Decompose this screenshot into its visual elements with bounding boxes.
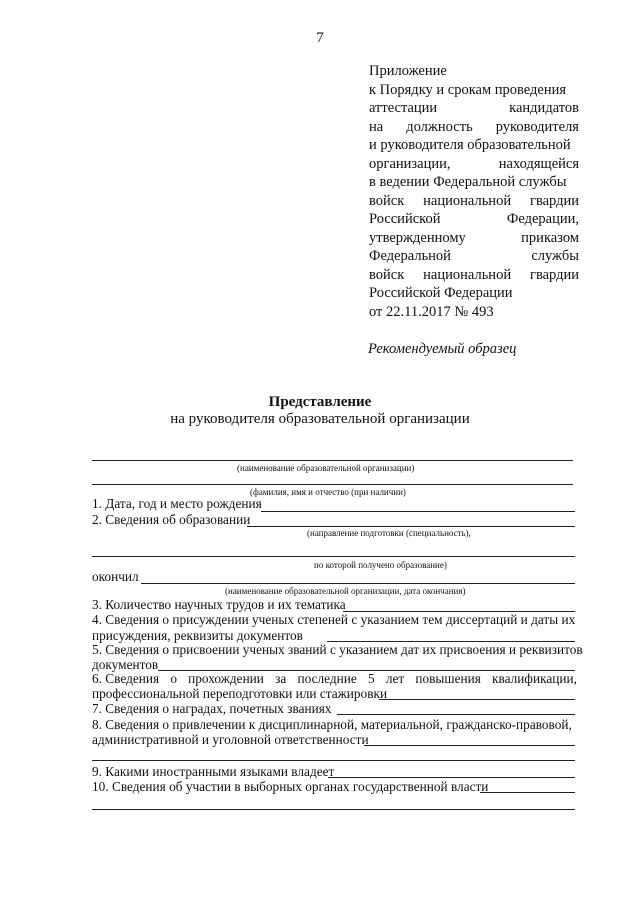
full-name-caption: (фамилия, имя и отчество (при наличии) xyxy=(250,487,406,497)
field-training-word: 5 xyxy=(367,671,375,686)
field-training-word: за xyxy=(275,671,287,686)
appendix-word: национальной xyxy=(423,266,512,283)
field-elected-label: 10. Сведения об участии в выборных органах государственной власти xyxy=(92,779,489,794)
org-name-line[interactable] xyxy=(92,460,573,461)
training-direction-caption: (направление подготовки (специальность), xyxy=(307,528,471,538)
field-education-label: 2. Сведения об образовании xyxy=(92,512,251,527)
appendix-word: должность xyxy=(406,118,473,135)
appendix-word: приказом xyxy=(521,229,579,246)
field-languages-line[interactable] xyxy=(328,777,575,778)
blank-line-final[interactable] xyxy=(92,809,575,810)
recommended-sample-note: Рекомендуемый образец xyxy=(368,341,517,357)
appendix-word: войск xyxy=(369,192,405,209)
field-liability-label-2: административной и уголовной ответственности xyxy=(92,732,369,747)
field-awards-label: 7. Сведения о наградах, почетных званиях xyxy=(92,701,332,716)
appendix-word: гвардии xyxy=(530,266,579,283)
appendix-word: аттестации xyxy=(369,100,438,116)
graduated-label: окончил xyxy=(92,569,139,584)
appendix-word: находящейся xyxy=(498,155,579,172)
appendix-word: гвардии xyxy=(530,192,579,209)
field-training-word: 6. Сведения xyxy=(92,671,160,686)
appendix-line: Приложение xyxy=(369,63,447,79)
field-training-word: последние xyxy=(297,671,357,686)
field-degrees-label-2: присуждения, реквизиты документов xyxy=(92,628,303,643)
appendix-line xyxy=(369,266,579,285)
appendix-block xyxy=(369,62,579,321)
field-liability-label: 8. Сведения о привлечении к дисциплинарной, материальной, гражданско-правовой, xyxy=(92,717,572,732)
field-training-label xyxy=(92,671,577,687)
org-name-caption: (наименование образовательной организации) xyxy=(237,463,415,473)
graduated-line[interactable] xyxy=(141,583,575,584)
appendix-word: службы xyxy=(531,248,579,264)
page-number: 7 xyxy=(316,30,324,46)
appendix-line xyxy=(369,210,579,229)
appendix-word: Федеральной xyxy=(369,248,451,264)
appendix-word: Федерации, xyxy=(506,211,579,227)
field-languages-label: 9. Какими иностранными языками владеет xyxy=(92,764,335,779)
appendix-word: Российской xyxy=(369,211,441,227)
field-training-word: прохождении xyxy=(188,671,264,686)
document-title: Представление xyxy=(268,394,372,410)
appendix-line: от 22.11.2017 № 493 xyxy=(369,303,494,320)
field-liability-line[interactable] xyxy=(364,745,575,746)
field-titles-label: 5. Сведения о присвоении ученых званий с указанием дат их присвоения и реквизитов xyxy=(92,642,583,657)
field-training-word: квалификации, xyxy=(492,671,577,686)
field-education-line[interactable] xyxy=(247,526,575,527)
appendix-line xyxy=(369,192,579,211)
appendix-line xyxy=(369,247,579,266)
appendix-line xyxy=(369,118,579,137)
field-training-word: лет xyxy=(385,671,405,686)
field-works-label: 3. Количество научных трудов и их тематика xyxy=(92,597,346,612)
institution-caption: (наименование образовательной организации, дата окончания) xyxy=(225,586,466,596)
blank-line[interactable] xyxy=(92,760,575,761)
appendix-word: национальной xyxy=(423,192,512,209)
field-training-line[interactable] xyxy=(379,699,575,700)
field-degrees-label: 4. Сведения о присуждении ученых степеней с указанием тем диссертаций и даты их xyxy=(92,612,576,627)
education-received-caption: по которой получено образование) xyxy=(314,560,447,570)
appendix-word: войск xyxy=(369,266,405,283)
appendix-line: к Порядку и срокам проведения xyxy=(369,81,567,98)
appendix-line: в ведении Федеральной службы xyxy=(369,174,567,190)
document-subtitle: на руководителя образовательной организации xyxy=(170,411,470,427)
appendix-line xyxy=(369,155,579,174)
full-name-line[interactable] xyxy=(92,484,573,485)
appendix-line: и руководителя образовательной xyxy=(369,137,571,153)
appendix-word: утвержденному xyxy=(369,229,466,246)
field-awards-line[interactable] xyxy=(337,714,575,715)
appendix-line xyxy=(369,229,579,248)
field-training-label-2: профессиональной переподготовки или стажировки xyxy=(92,686,388,701)
appendix-word: организации, xyxy=(369,155,451,172)
field-training-word: о xyxy=(170,671,177,686)
appendix-line: Российской Федерации xyxy=(369,285,513,301)
education-line-2[interactable] xyxy=(92,556,575,557)
field-birth-line[interactable] xyxy=(261,511,575,512)
field-training-word: повышения xyxy=(415,671,481,686)
field-birth-label: 1. Дата, год и место рождения xyxy=(92,496,262,511)
appendix-word: на xyxy=(369,118,384,135)
appendix-word: руководителя xyxy=(495,118,579,135)
appendix-line xyxy=(369,99,579,118)
field-elected-line[interactable] xyxy=(480,792,575,793)
appendix-word: кандидатов xyxy=(509,100,579,116)
field-titles-label-2: документов xyxy=(92,657,159,672)
